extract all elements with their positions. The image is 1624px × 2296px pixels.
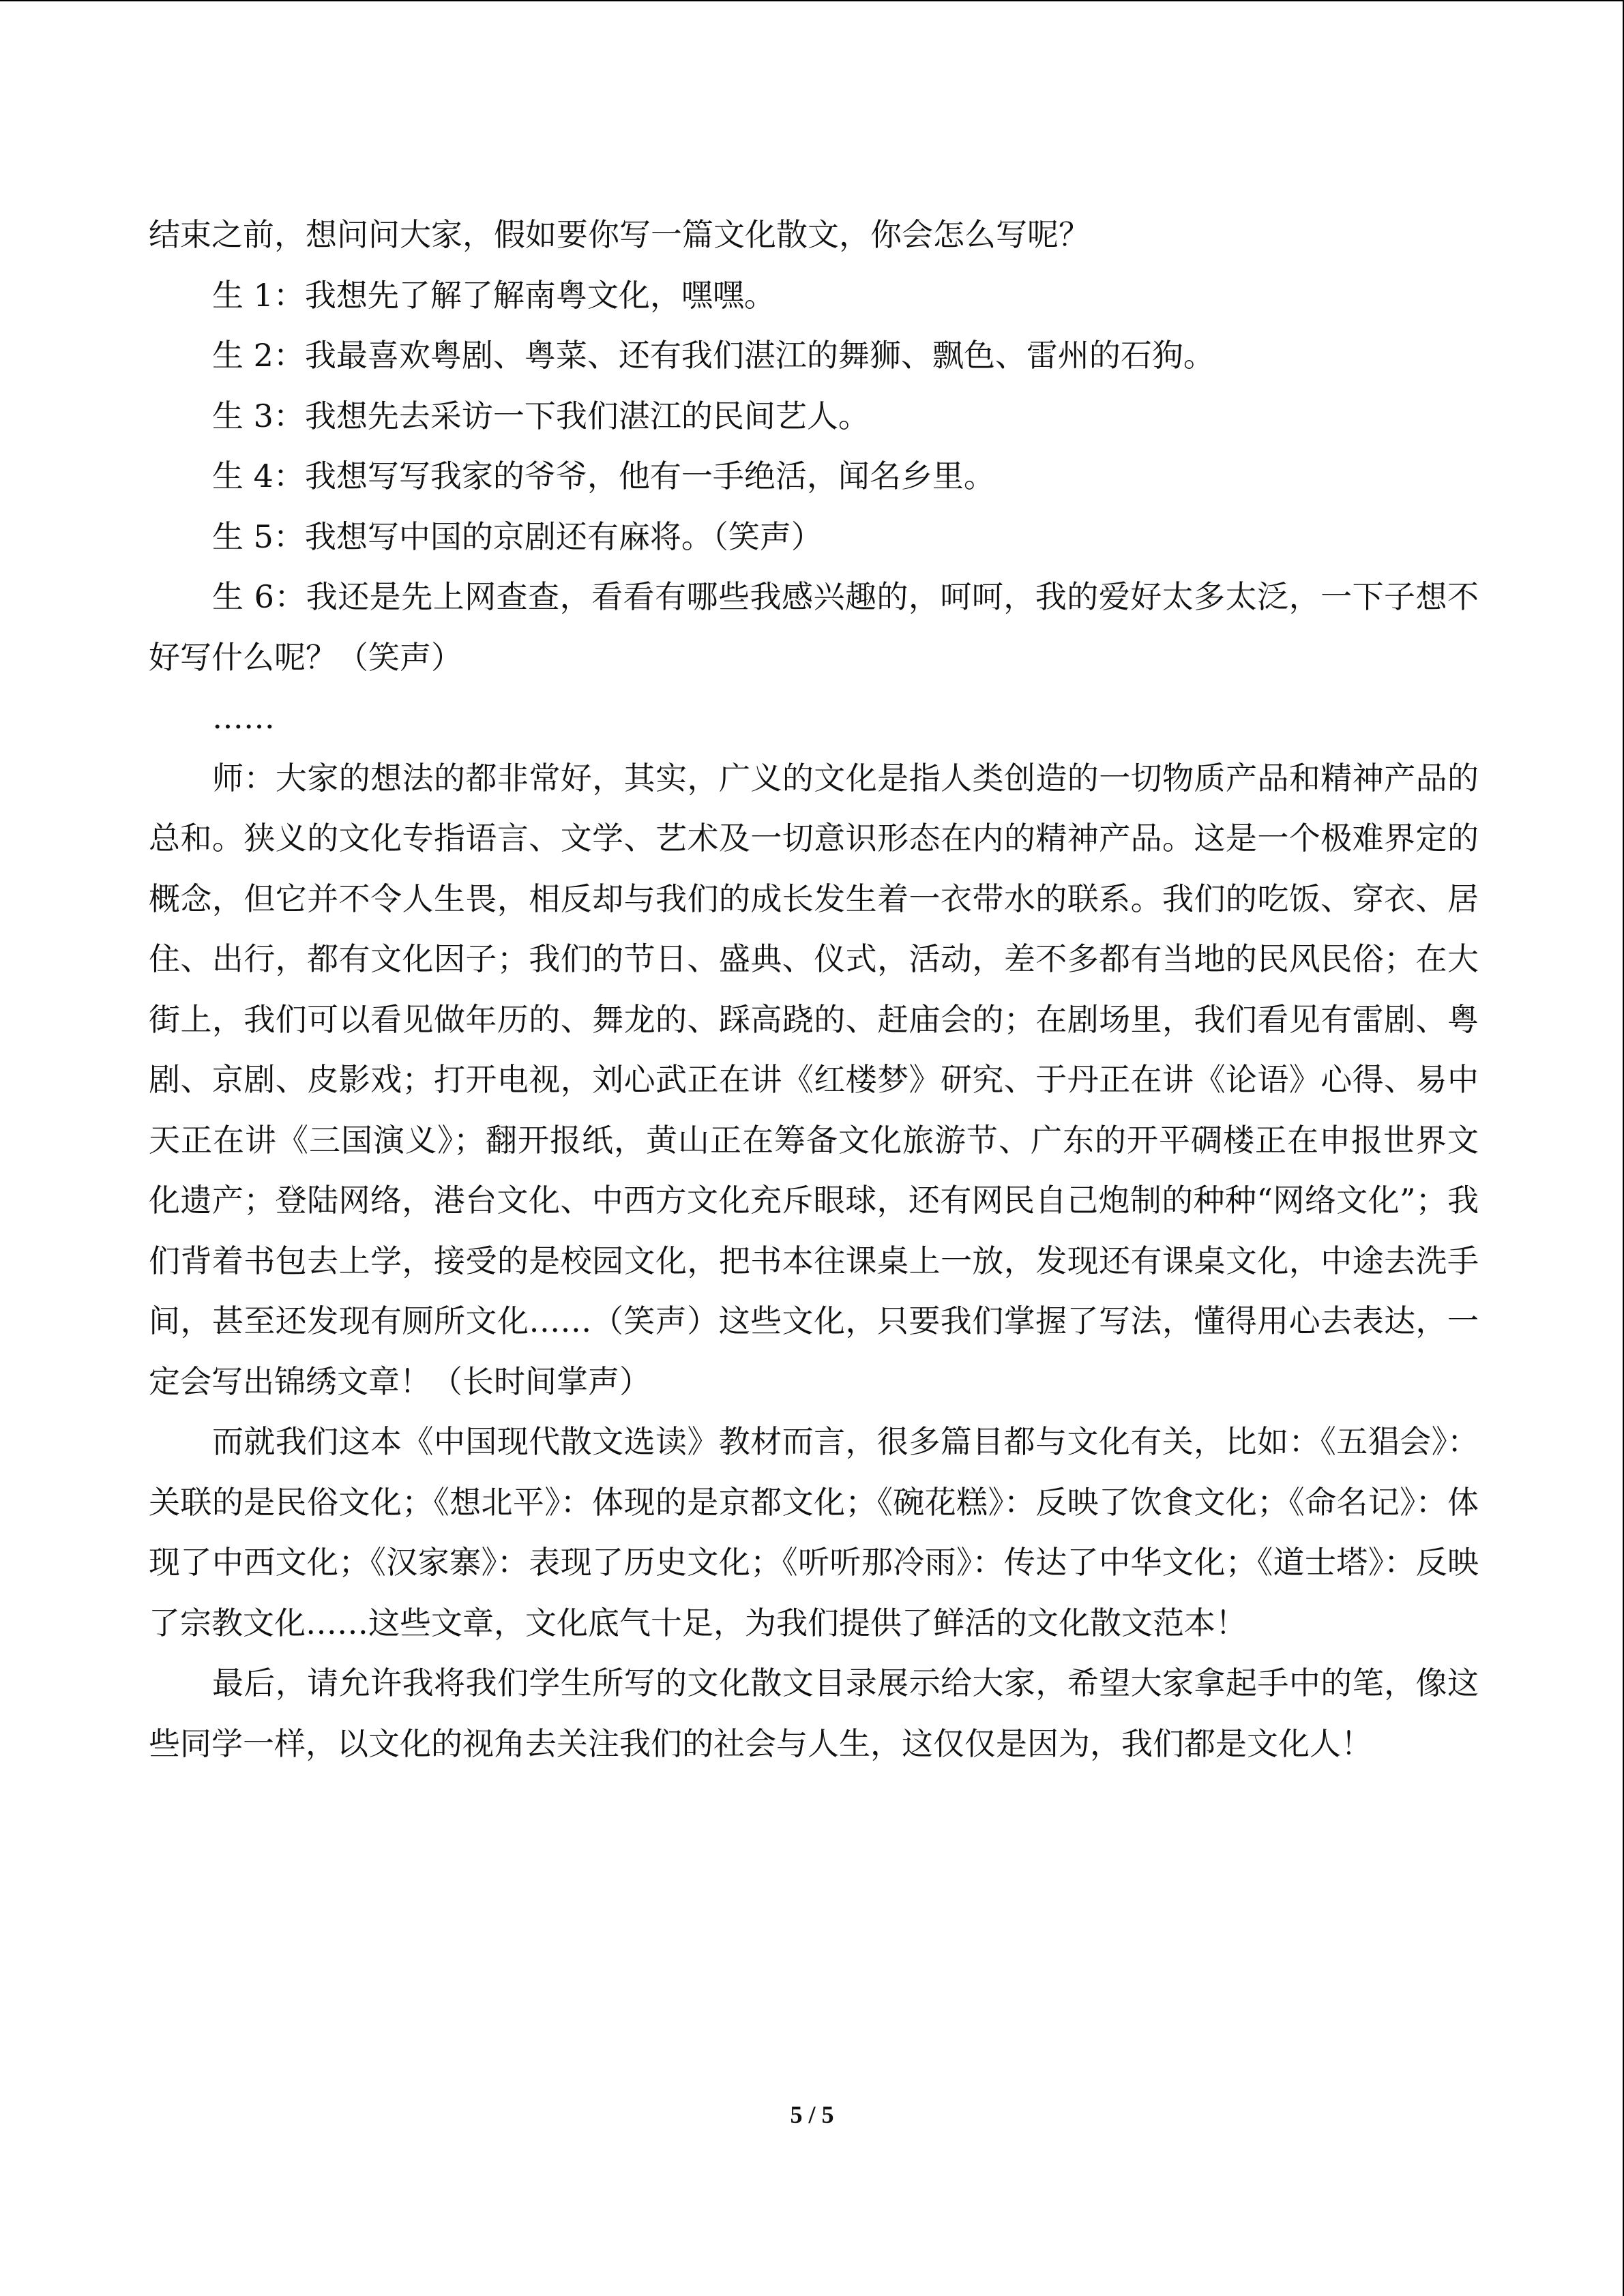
paragraph-ellipsis: …… — [212, 699, 275, 736]
paragraph-textbook: 而就我们这本《中国现代散文选读》教材而言，很多篇目都与文化有关，比如：《五猖会》：关联的是民俗文化；《想北平》：体现的是京都文化；《碗花糕》：反映了饮食文化；《命名记》：体现了中西文化；《汉家寨》：表现了历史文化；《听听那冷雨》：传达了中华文化；《道士塔》：反映了宗教文化……这些文章，文化底气十足，为我们提供了鲜活的文化散文范本！ — [149, 1423, 1479, 1641]
paragraph-teacher: 师：大家的想法的都非常好，其实，广义的文化是指人类创造的一切物质产品和精神产品的总和。狭义的文化专指语言、文学、艺术及一切意识形态在内的精神产品。这是一个极难界定的概念，但它并不令人生畏，相反却与我们的成长发生着一衣带水的联系。我们的吃饭、穿衣、居住、出行，都有文化因子；我们的节日、盛典、仪式，活动，差不多都有当地的民风民俗；在大街上，我们可以看见做年历的、舞龙的、踩高跷的、赶庙会的；在剧场里，我们看见有雷剧、粤剧、京剧、皮影戏；打开电视，刘心武正在讲《红楼梦》研究、于丹正在讲《论语》心得、易中天正在讲《三国演义》；翻开报纸，黄山正在筹备文化旅游节、广东的开平碉楼正在申报世界文化遗产；登陆网络，港台文化、中西方文化充斥眼球，还有网民自己炮制的种种“网络文化”；我们背着书包去上学，接受的是校园文化，把书本往课桌上一放，发现还有课桌文化，中途去洗手间，甚至还发现有厕所文化……（笑声）这些文化，只要我们掌握了写法，懂得用心去表达，一定会写出锦绣文章！（长时间掌声） — [149, 759, 1479, 1400]
paragraph-student-6: 生 6：我还是先上网查查，看看有哪些我感兴趣的，呵呵，我的爱好太多太泛，一下子想不好写什么呢？（笑声） — [149, 578, 1479, 676]
document-body — [149, 205, 1479, 1774]
paragraph-intro: 结束之前，想问问大家，假如要你写一篇文化散文，你会怎么写呢？ — [149, 216, 1090, 253]
paragraph-student-1: 生 1：我想先了解了解南粤文化，嘿嘿。 — [212, 276, 776, 314]
paragraph-student-5: 生 5：我想写中国的京剧还有麻将。（笑声） — [212, 518, 823, 555]
page-number: 5 / 5 — [790, 2101, 834, 2128]
paragraph-student-2: 生 2：我最喜欢粤剧、粤菜、还有我们湛江的舞狮、飘色、雷州的石狗。 — [212, 337, 1215, 374]
paragraph-student-3: 生 3：我想先去采访一下我们湛江的民间艺人。 — [212, 397, 870, 434]
paragraph-closing: 最后，请允许我将我们学生所写的文化散文目录展示给大家，希望大家拿起手中的笔，像这些同学一样，以文化的视角去关注我们的社会与人生，这仅仅是因为，我们都是文化人！ — [149, 1665, 1479, 1762]
paragraph-student-4: 生 4：我想写写我家的爷爷，他有一手绝活，闻名乡里。 — [212, 458, 995, 494]
